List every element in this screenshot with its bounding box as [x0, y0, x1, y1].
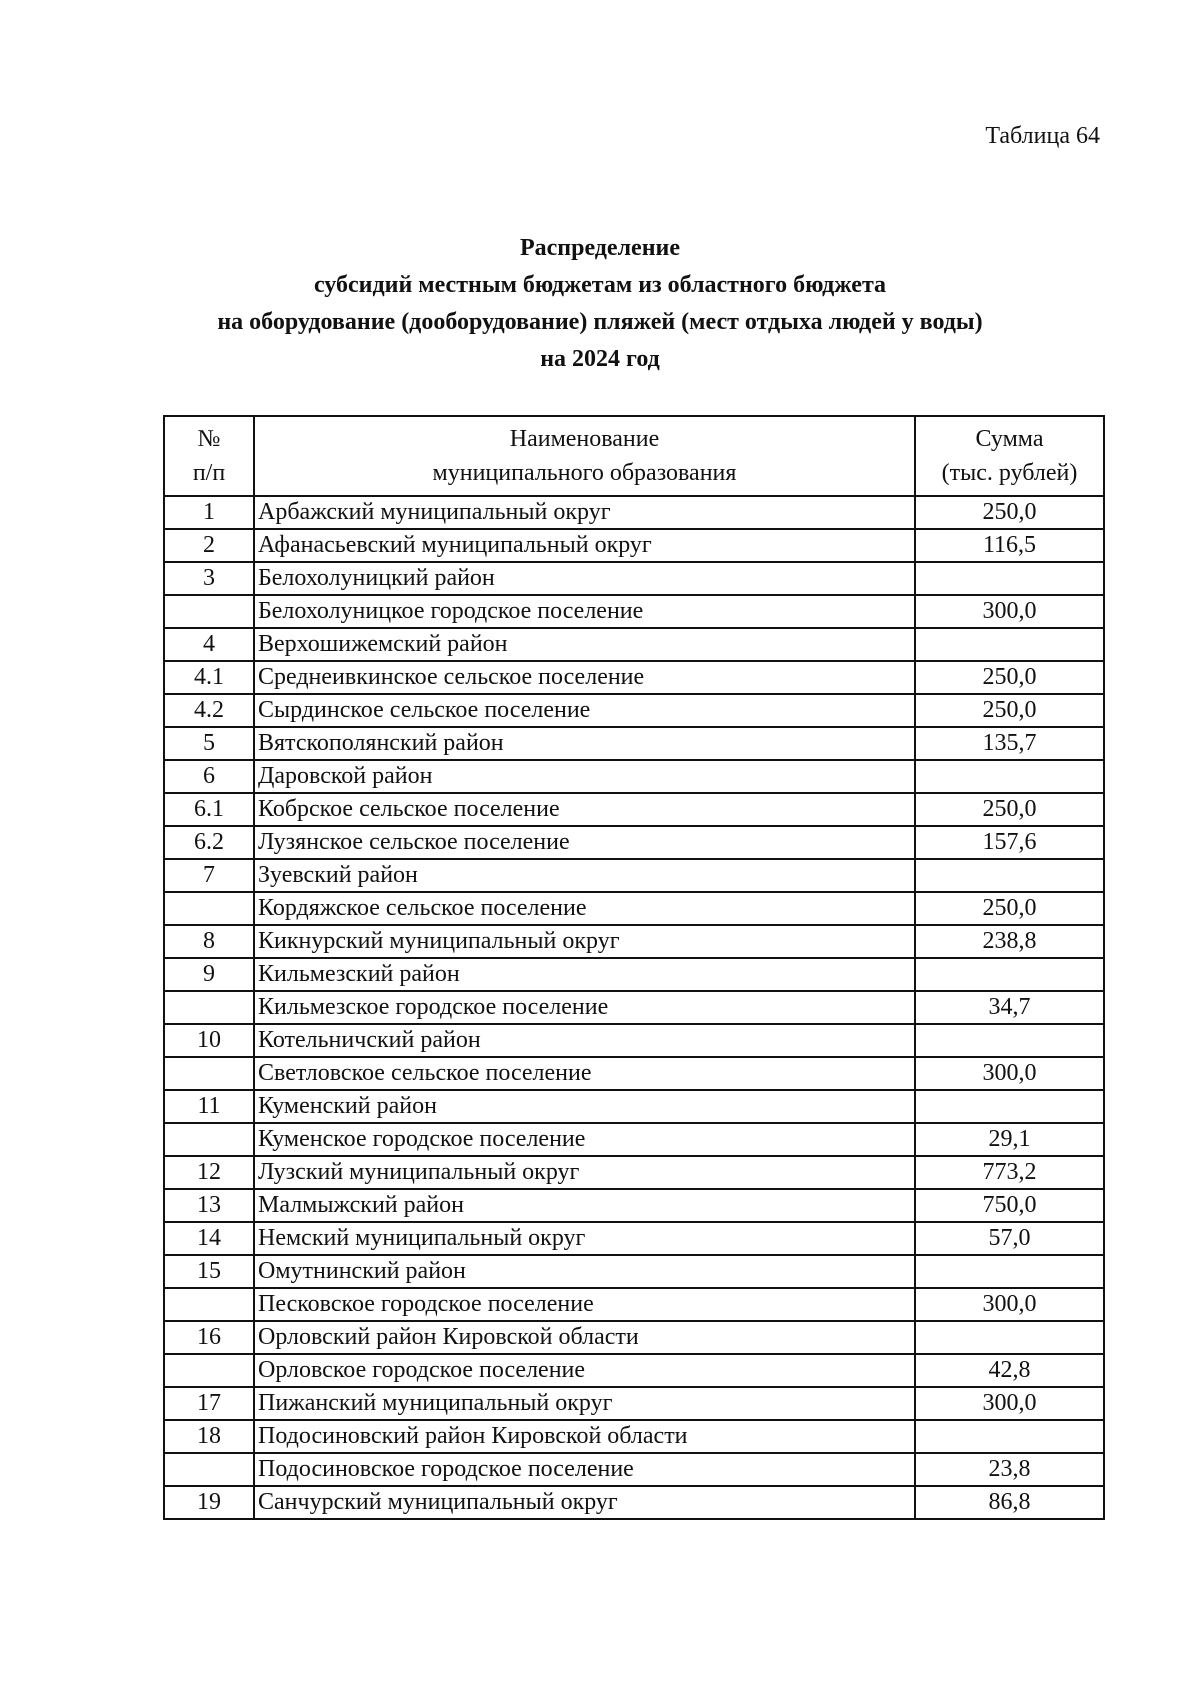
row-name-cell: Куменское городское поселение	[254, 1123, 915, 1156]
row-number-cell: 3	[164, 562, 254, 595]
row-name-cell: Арбажский муниципальный округ	[254, 496, 915, 529]
distribution-table	[163, 415, 1105, 1520]
row-name-cell: Сырдинское сельское поселение	[254, 694, 915, 727]
row-number-cell: 6.1	[164, 793, 254, 826]
row-sum-cell: 300,0	[915, 1288, 1104, 1321]
row-name-cell: Верхошижемский район	[254, 628, 915, 661]
row-number-cell: 6.2	[164, 826, 254, 859]
table-row	[164, 727, 1104, 760]
row-name-cell: Кильмезское городское поселение	[254, 991, 915, 1024]
row-sum-cell: 34,7	[915, 991, 1104, 1024]
table-row	[164, 496, 1104, 529]
row-name-cell: Лузянское сельское поселение	[254, 826, 915, 859]
row-number-cell: 12	[164, 1156, 254, 1189]
table-row	[164, 562, 1104, 595]
table-row	[164, 1420, 1104, 1453]
table-row	[164, 628, 1104, 661]
row-sum-cell: 238,8	[915, 925, 1104, 958]
row-sum-cell: 57,0	[915, 1222, 1104, 1255]
row-number-cell	[164, 1288, 254, 1321]
row-sum-cell: 250,0	[915, 661, 1104, 694]
table-row	[164, 925, 1104, 958]
row-name-cell: Светловское сельское поселение	[254, 1057, 915, 1090]
title-line: субсидий местным бюджетам из областного бюджета	[313, 272, 887, 298]
row-sum-cell: 135,7	[915, 727, 1104, 760]
row-name-cell: Пижанский муниципальный округ	[254, 1387, 915, 1420]
table-row	[164, 1222, 1104, 1255]
header-name	[254, 416, 915, 496]
row-number-cell: 18	[164, 1420, 254, 1453]
row-number-cell	[164, 1453, 254, 1486]
row-name-cell: Песковское городское поселение	[254, 1288, 915, 1321]
row-name-cell: Среднеивкинское сельское поселение	[254, 661, 915, 694]
table-row	[164, 1189, 1104, 1222]
row-number-cell: 4	[164, 628, 254, 661]
table-row	[164, 661, 1104, 694]
table-row	[164, 529, 1104, 562]
row-number-cell: 14	[164, 1222, 254, 1255]
table-row	[164, 826, 1104, 859]
header-name-line2: муниципального образования	[432, 460, 737, 486]
row-name-cell: Санчурский муниципальный округ	[254, 1486, 915, 1519]
header-number-line2: п/п	[192, 460, 226, 486]
row-sum-cell	[915, 1420, 1104, 1453]
row-number-cell	[164, 1354, 254, 1387]
row-name-cell: Кикнурский муниципальный округ	[254, 925, 915, 958]
table-row	[164, 793, 1104, 826]
row-number-cell: 15	[164, 1255, 254, 1288]
table-row	[164, 1288, 1104, 1321]
header-sum-line1: Сумма	[975, 426, 1044, 452]
row-sum-cell: 773,2	[915, 1156, 1104, 1189]
row-number-cell	[164, 1057, 254, 1090]
row-number-cell: 1	[164, 496, 254, 529]
row-sum-cell: 250,0	[915, 793, 1104, 826]
table-row	[164, 1453, 1104, 1486]
table-number: Таблица 64	[985, 123, 1100, 149]
row-name-cell: Афанасьевский муниципальный округ	[254, 529, 915, 562]
table-row	[164, 859, 1104, 892]
table-row	[164, 892, 1104, 925]
row-sum-cell	[915, 562, 1104, 595]
row-sum-cell: 29,1	[915, 1123, 1104, 1156]
row-name-cell: Немский муниципальный округ	[254, 1222, 915, 1255]
row-sum-cell	[915, 1090, 1104, 1123]
table-row	[164, 1024, 1104, 1057]
title-line: на оборудование (дооборудование) пляжей (мест отдыха людей у воды)	[217, 309, 983, 335]
row-sum-cell: 157,6	[915, 826, 1104, 859]
row-sum-cell	[915, 958, 1104, 991]
row-sum-cell: 116,5	[915, 529, 1104, 562]
row-name-cell: Даровской район	[254, 760, 915, 793]
row-name-cell: Белохолуницкое городское поселение	[254, 595, 915, 628]
table-row	[164, 1090, 1104, 1123]
row-sum-cell: 250,0	[915, 694, 1104, 727]
table-row	[164, 1057, 1104, 1090]
table-row	[164, 760, 1104, 793]
row-number-cell: 19	[164, 1486, 254, 1519]
row-name-cell: Подосиновский район Кировской области	[254, 1420, 915, 1453]
row-sum-cell: 750,0	[915, 1189, 1104, 1222]
row-name-cell: Белохолуницкий район	[254, 562, 915, 595]
table-header-row	[164, 416, 1104, 496]
table-row	[164, 958, 1104, 991]
row-number-cell: 5	[164, 727, 254, 760]
row-sum-cell	[915, 1321, 1104, 1354]
row-sum-cell: 300,0	[915, 1387, 1104, 1420]
row-number-cell: 11	[164, 1090, 254, 1123]
row-name-cell: Кордяжское сельское поселение	[254, 892, 915, 925]
row-name-cell: Подосиновское городское поселение	[254, 1453, 915, 1486]
table-row	[164, 694, 1104, 727]
row-number-cell: 13	[164, 1189, 254, 1222]
row-sum-cell: 250,0	[915, 892, 1104, 925]
row-name-cell: Зуевский район	[254, 859, 915, 892]
row-number-cell: 16	[164, 1321, 254, 1354]
row-number-cell: 4.1	[164, 661, 254, 694]
row-number-cell: 17	[164, 1387, 254, 1420]
row-number-cell	[164, 595, 254, 628]
row-number-cell	[164, 892, 254, 925]
row-sum-cell	[915, 1255, 1104, 1288]
table-row	[164, 1123, 1104, 1156]
row-number-cell: 9	[164, 958, 254, 991]
row-sum-cell: 42,8	[915, 1354, 1104, 1387]
row-sum-cell	[915, 628, 1104, 661]
table-row	[164, 1255, 1104, 1288]
header-name-line1: Наименование	[509, 426, 660, 452]
header-number	[164, 416, 254, 496]
row-number-cell: 6	[164, 760, 254, 793]
row-number-cell: 8	[164, 925, 254, 958]
row-sum-cell	[915, 859, 1104, 892]
table-row	[164, 1354, 1104, 1387]
table-row	[164, 1321, 1104, 1354]
header-sum	[915, 416, 1104, 496]
title-line: Распределение	[519, 235, 681, 261]
header-sum-line2: (тыс. рублей)	[941, 460, 1078, 486]
table-row	[164, 1387, 1104, 1420]
row-sum-cell: 86,8	[915, 1486, 1104, 1519]
row-number-cell: 2	[164, 529, 254, 562]
row-number-cell	[164, 1123, 254, 1156]
row-name-cell: Омутнинский район	[254, 1255, 915, 1288]
row-sum-cell	[915, 1024, 1104, 1057]
table-row	[164, 595, 1104, 628]
row-name-cell: Котельничский район	[254, 1024, 915, 1057]
row-name-cell: Орловское городское поселение	[254, 1354, 915, 1387]
row-name-cell: Куменский район	[254, 1090, 915, 1123]
row-name-cell: Лузский муниципальный округ	[254, 1156, 915, 1189]
row-name-cell: Кобрское сельское поселение	[254, 793, 915, 826]
table-row	[164, 991, 1104, 1024]
title-line: на 2024 год	[540, 346, 660, 372]
header-number-line1: №	[197, 426, 221, 452]
row-number-cell: 7	[164, 859, 254, 892]
row-number-cell: 4.2	[164, 694, 254, 727]
row-sum-cell: 250,0	[915, 496, 1104, 529]
row-name-cell: Орловский район Кировской области	[254, 1321, 915, 1354]
row-sum-cell: 300,0	[915, 1057, 1104, 1090]
row-number-cell	[164, 991, 254, 1024]
document-title	[0, 230, 1200, 378]
row-name-cell: Вятскополянский район	[254, 727, 915, 760]
row-sum-cell: 300,0	[915, 595, 1104, 628]
table-row	[164, 1156, 1104, 1189]
row-sum-cell	[915, 760, 1104, 793]
row-sum-cell: 23,8	[915, 1453, 1104, 1486]
row-name-cell: Кильмезский район	[254, 958, 915, 991]
row-number-cell: 10	[164, 1024, 254, 1057]
row-name-cell: Малмыжский район	[254, 1189, 915, 1222]
table-row	[164, 1486, 1104, 1519]
